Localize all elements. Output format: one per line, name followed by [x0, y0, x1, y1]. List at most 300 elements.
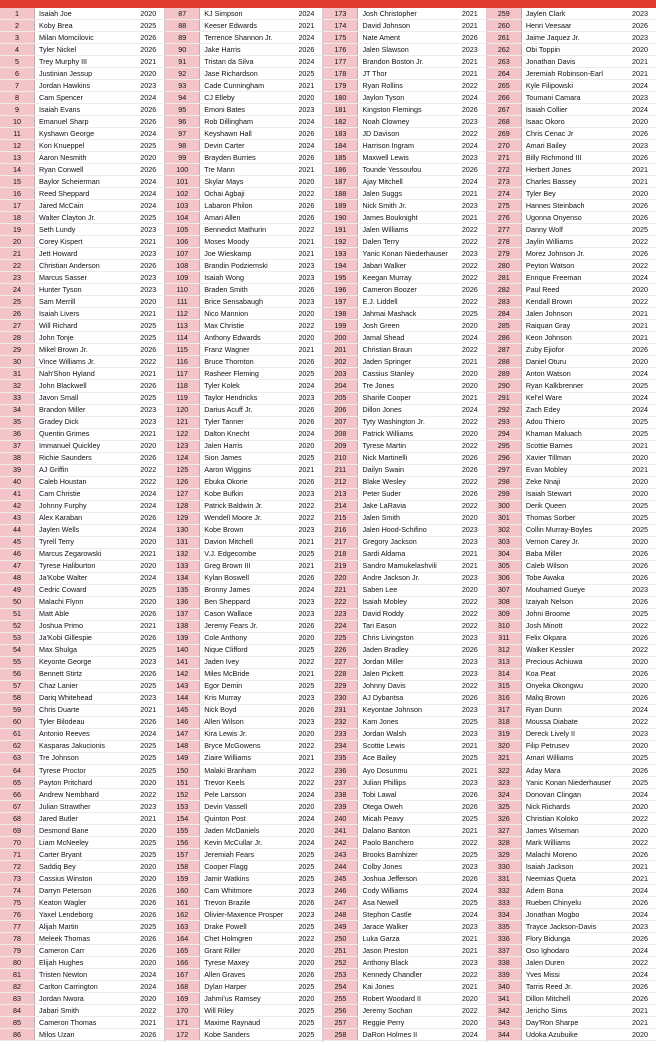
draft-year: 2026 [632, 212, 648, 222]
rank-number: 251 [323, 945, 358, 956]
rank-number: 16 [0, 188, 35, 199]
table-row [487, 873, 656, 885]
draft-year: 2021 [461, 825, 478, 835]
rank-number: 45 [0, 537, 35, 548]
draft-year: 2022 [461, 441, 478, 451]
table-row [165, 693, 322, 705]
rank-number: 336 [487, 933, 522, 944]
table-row [487, 705, 656, 717]
draft-year: 2020 [140, 861, 157, 871]
draft-year: 2023 [298, 693, 315, 703]
player-name: Ja'Kobe Walter [39, 573, 88, 583]
table-row [323, 68, 485, 80]
draft-year: 2023 [461, 573, 478, 583]
table-row [487, 465, 656, 477]
rank-number: 70 [0, 837, 35, 848]
rank-number: 27 [0, 320, 35, 331]
table-row [0, 897, 164, 909]
rank-number: 239 [323, 801, 358, 812]
table-row [487, 368, 656, 380]
table-row [165, 945, 322, 957]
rank-number: 129 [165, 513, 200, 524]
draft-year: 2020 [632, 741, 648, 751]
player-name: CJ Elleby [204, 92, 235, 102]
rank-number: 13 [0, 152, 35, 163]
rank-number: 242 [323, 837, 358, 848]
table-row [165, 981, 322, 993]
rank-number: 34 [0, 405, 35, 416]
table-row [323, 585, 485, 597]
player-name: Saben Lee [362, 585, 398, 595]
player-name: Jonathan Davis [525, 56, 576, 66]
rank-number: 95 [165, 104, 200, 115]
draft-year: 2024 [632, 909, 648, 919]
table-row [487, 933, 656, 945]
rank-number: 28 [0, 332, 35, 343]
table-row [323, 633, 485, 645]
player-name: Aaron Nesmith [39, 152, 87, 162]
table-row [0, 705, 164, 717]
rank-number: 219 [323, 561, 358, 572]
rank-number: 26 [0, 308, 35, 319]
rank-number: 304 [487, 549, 522, 560]
rank-number: 54 [0, 645, 35, 656]
rank-number: 203 [323, 368, 358, 379]
player-name: Toumani Camara [525, 92, 581, 102]
draft-year: 2025 [140, 837, 157, 847]
rank-number: 17 [0, 200, 35, 211]
draft-year: 2025 [140, 765, 157, 775]
player-name: Milos Uzan [39, 1029, 75, 1039]
player-name: Asa Newell [362, 897, 399, 907]
table-row [323, 921, 485, 933]
table-row [487, 957, 656, 969]
table-row [0, 68, 164, 80]
draft-year: 2024 [298, 116, 315, 126]
draft-year: 2024 [632, 272, 648, 282]
player-name: Dylan Harper [204, 981, 247, 991]
draft-year: 2023 [298, 272, 315, 282]
table-row [0, 32, 164, 44]
rank-number: 118 [165, 380, 200, 391]
rank-number: 125 [165, 465, 200, 476]
table-row [0, 585, 164, 597]
table-row [487, 453, 656, 465]
table-row [487, 104, 656, 116]
rank-number: 134 [165, 573, 200, 584]
draft-year: 2021 [461, 188, 478, 198]
player-name: Bruce Thornton [204, 356, 254, 366]
rank-number: 340 [487, 981, 522, 992]
rank-number: 275 [487, 200, 522, 211]
player-name: Johnny Davis [362, 681, 406, 691]
table-row [0, 573, 164, 585]
player-name: Cason Wallace [204, 609, 253, 619]
draft-year: 2020 [461, 368, 478, 378]
table-row [323, 405, 485, 417]
rank-number: 189 [323, 200, 358, 211]
table-row [323, 849, 485, 861]
rank-number: 8 [0, 92, 35, 103]
player-name: Davion Mitchell [204, 537, 253, 547]
table-row [165, 128, 322, 140]
player-name: Brayden Burries [204, 152, 256, 162]
draft-year: 2022 [298, 777, 315, 787]
draft-year: 2026 [461, 489, 478, 499]
draft-year: 2023 [140, 248, 157, 258]
draft-year: 2025 [140, 849, 157, 859]
rank-number: 178 [323, 68, 358, 79]
draft-year: 2022 [461, 621, 478, 631]
rank-number: 154 [165, 813, 200, 824]
player-name: Dailyn Swain [362, 465, 404, 475]
player-name: Hunter Tyson [39, 284, 82, 294]
table-row [0, 56, 164, 68]
table-row [323, 537, 485, 549]
table-row [0, 405, 164, 417]
rank-number: 281 [487, 272, 522, 283]
draft-year: 2021 [632, 164, 648, 174]
table-row [323, 200, 485, 212]
draft-year: 2024 [298, 381, 315, 390]
player-name: Trayce Jackson-Davis [525, 921, 597, 931]
player-name: Jalen Williams [362, 224, 409, 234]
rank-number: 166 [165, 957, 200, 968]
rank-number: 328 [487, 837, 522, 848]
rank-number: 329 [487, 849, 522, 860]
draft-year: 2026 [632, 128, 648, 138]
table-row [165, 380, 322, 392]
rank-number: 63 [0, 753, 35, 764]
rank-number: 201 [323, 344, 358, 355]
player-name: Nah'Shon Hyland [39, 368, 95, 378]
player-name: Cameron Boozer [362, 284, 417, 294]
player-name: Nick Richards [525, 801, 571, 811]
table-row [165, 44, 322, 56]
draft-year: 2022 [461, 597, 478, 607]
draft-year: 2026 [298, 621, 315, 631]
player-name: Rasheer Fleming [204, 368, 259, 378]
draft-year: 2024 [140, 729, 157, 739]
table-row [487, 837, 656, 849]
rank-number: 48 [0, 573, 35, 584]
rank-number: 42 [0, 501, 35, 512]
draft-year: 2026 [140, 897, 157, 907]
player-name: Caleb Houstan [39, 477, 87, 487]
rank-number: 293 [487, 417, 522, 428]
rank-number: 196 [323, 284, 358, 295]
rank-number: 247 [323, 897, 358, 908]
table-row [0, 164, 164, 176]
table-row [323, 116, 485, 128]
rank-number: 270 [487, 140, 522, 151]
draft-year: 2025 [632, 429, 648, 439]
player-name: Christian Anderson [39, 260, 100, 270]
draft-year: 2026 [140, 116, 157, 126]
player-name: Chris Livingston [362, 633, 414, 643]
rank-number: 327 [487, 825, 522, 836]
rank-number: 105 [165, 224, 200, 235]
rank-number: 6 [0, 68, 35, 79]
player-name: Cameron Carr [39, 945, 85, 955]
draft-year: 2024 [632, 969, 648, 979]
table-row [487, 789, 656, 801]
draft-year: 2022 [461, 128, 478, 138]
player-name: Wendell Moore Jr. [204, 513, 262, 523]
draft-year: 2023 [461, 537, 478, 547]
rank-number: 221 [323, 585, 358, 596]
rank-number: 303 [487, 537, 522, 548]
draft-year: 2025 [632, 417, 648, 427]
player-name: Keeser Edwards [204, 20, 257, 30]
draft-year: 2022 [632, 621, 648, 631]
player-name: Jahmai Mashack [362, 308, 417, 318]
rank-number: 256 [323, 1005, 358, 1016]
player-name: Jarace Walker [362, 921, 409, 931]
table-row [165, 453, 322, 465]
table-row [487, 477, 656, 489]
table-row [0, 765, 164, 777]
table-row [0, 729, 164, 741]
draft-year: 2020 [140, 441, 157, 451]
table-row [165, 164, 322, 176]
table-row [323, 320, 485, 332]
draft-year: 2020 [140, 8, 157, 18]
rank-number: 75 [0, 897, 35, 908]
draft-year: 2021 [140, 368, 157, 378]
player-name: Nique Clifford [204, 645, 248, 655]
rank-number: 90 [165, 44, 200, 55]
rank-number: 236 [323, 765, 358, 776]
table-row [165, 176, 322, 188]
table-row [165, 224, 322, 236]
draft-year: 2026 [298, 284, 315, 294]
rank-number: 100 [165, 164, 200, 175]
table-row [323, 885, 485, 897]
draft-year: 2020 [632, 657, 648, 667]
rank-number: 53 [0, 633, 35, 644]
draft-year: 2020 [140, 873, 157, 883]
table-row [0, 561, 164, 573]
table-row [323, 356, 485, 368]
rank-number: 104 [165, 212, 200, 223]
player-name: Trevon Brazile [204, 897, 251, 907]
rank-number: 163 [165, 921, 200, 932]
player-name: Bennedict Mathurin [204, 224, 267, 234]
rank-number: 124 [165, 453, 200, 464]
rank-number: 186 [323, 164, 358, 175]
player-name: Max Christie [204, 320, 245, 330]
draft-year: 2024 [140, 176, 157, 186]
draft-year: 2020 [298, 801, 315, 811]
draft-year: 2021 [461, 393, 478, 403]
player-name: Tristan da Silva [204, 56, 254, 66]
table-row [323, 128, 485, 140]
rank-number: 157 [165, 849, 200, 860]
table-row [487, 284, 656, 296]
draft-year: 2026 [461, 801, 478, 811]
draft-year: 2025 [298, 921, 315, 931]
table-row [0, 441, 164, 453]
player-name: E.J. Liddell [362, 296, 398, 306]
player-name: Jared Butler [39, 813, 78, 823]
rank-number: 320 [487, 741, 522, 752]
player-name: Meleek Thomas [39, 933, 91, 943]
rank-number: 254 [323, 981, 358, 992]
draft-year: 2023 [632, 92, 648, 102]
rank-number: 11 [0, 128, 35, 139]
rank-number: 51 [0, 609, 35, 620]
rank-number: 301 [487, 513, 522, 524]
rank-number: 107 [165, 248, 200, 259]
draft-year: 2023 [140, 284, 157, 294]
table-row [165, 429, 322, 441]
player-name: Cam Spencer [39, 92, 83, 102]
player-name: V.J. Edgecombe [204, 549, 257, 559]
player-name: Adem Bona [525, 885, 564, 895]
rank-number: 46 [0, 549, 35, 560]
player-name: Filip Petrusev [525, 741, 570, 751]
draft-year: 2020 [140, 777, 157, 787]
table-row [0, 741, 164, 753]
table-row [323, 453, 485, 465]
rank-number: 93 [165, 80, 200, 91]
draft-year: 2025 [461, 308, 478, 318]
draft-year: 2026 [632, 152, 648, 162]
draft-year: 2021 [632, 308, 648, 318]
player-name: Nate Ament [362, 32, 400, 42]
table-row [165, 729, 322, 741]
table-row [487, 152, 656, 164]
player-name: Enrique Freeman [525, 272, 582, 282]
player-name: Brandin Podziemski [204, 260, 268, 270]
draft-year: 2026 [140, 513, 157, 523]
draft-year: 2022 [461, 501, 478, 511]
player-name: Ryan Dunn [525, 705, 562, 715]
rank-number: 243 [323, 849, 358, 860]
player-name: Quinton Post [204, 813, 246, 823]
rank-number: 231 [323, 705, 358, 716]
rank-number: 128 [165, 501, 200, 512]
rank-number: 237 [323, 777, 358, 788]
player-name: Ayo Dosunmu [362, 765, 408, 775]
draft-year: 2023 [461, 525, 478, 535]
rank-number: 258 [323, 1029, 358, 1040]
player-name: Isaiah Stewart [525, 489, 572, 499]
rank-number: 262 [487, 44, 522, 55]
player-name: Stephon Castle [362, 909, 412, 919]
table-row [165, 525, 322, 537]
draft-year: 2022 [461, 681, 478, 691]
rank-number: 307 [487, 585, 522, 596]
player-name: Cole Anthony [204, 633, 247, 643]
table-row [487, 801, 656, 813]
table-row [323, 813, 485, 825]
player-name: Ryan Kalkbrenner [525, 381, 584, 390]
draft-year: 2026 [298, 477, 315, 487]
table-row [323, 969, 485, 981]
table-row [323, 645, 485, 657]
player-name: Isaiah Livers [39, 308, 80, 318]
table-row [487, 609, 656, 621]
draft-year: 2021 [298, 164, 315, 174]
rank-number: 179 [323, 80, 358, 91]
draft-year: 2022 [461, 477, 478, 487]
table-row [487, 260, 656, 272]
draft-year: 2021 [461, 356, 478, 366]
draft-year: 2023 [461, 248, 478, 258]
player-name: Andre Jackson Jr. [362, 573, 420, 583]
draft-year: 2024 [632, 945, 648, 955]
rank-number: 62 [0, 741, 35, 752]
rank-number: 192 [323, 236, 358, 247]
player-name: Malachi Moreno [525, 849, 577, 859]
rank-number: 299 [487, 489, 522, 500]
table-row [323, 801, 485, 813]
rank-number: 152 [165, 789, 200, 800]
player-name: Mikel Brown Jr. [39, 344, 88, 354]
player-name: Tarris Reed Jr. [525, 981, 573, 991]
table-row [165, 885, 322, 897]
draft-year: 2026 [140, 260, 157, 270]
table-row [0, 981, 164, 993]
table-row [0, 224, 164, 236]
draft-year: 2026 [140, 633, 157, 643]
rank-number: 126 [165, 477, 200, 488]
player-name: Tounde Yessoufou [362, 164, 422, 174]
player-name: Elijah Hughes [39, 957, 84, 967]
table-row [323, 296, 485, 308]
table-row [487, 717, 656, 729]
table-row [323, 525, 485, 537]
player-name: Peter Suder [362, 489, 401, 499]
player-name: Keyonte George [39, 657, 92, 667]
rank-number: 332 [487, 885, 522, 896]
draft-year: 2024 [298, 585, 315, 595]
rank-number: 159 [165, 873, 200, 884]
draft-year: 2022 [632, 645, 648, 655]
draft-year: 2024 [461, 885, 478, 895]
draft-year: 2025 [461, 813, 478, 823]
draft-year: 2024 [632, 705, 648, 715]
draft-year: 2024 [461, 909, 478, 919]
table-row [487, 417, 656, 429]
player-name: Isaiah Collier [525, 104, 568, 114]
table-row [0, 825, 164, 837]
draft-year: 2024 [140, 525, 157, 535]
rank-number: 241 [323, 825, 358, 836]
table-row [165, 861, 322, 873]
player-name: Yves Missi [525, 969, 560, 979]
draft-year: 2026 [632, 633, 648, 643]
table-row [323, 441, 485, 453]
player-name: Kobe Brown [204, 525, 244, 535]
rank-number: 176 [323, 44, 358, 55]
player-name: Javon Small [39, 393, 79, 403]
player-name: Reggie Perry [362, 1017, 405, 1027]
player-name: Jared McCain [39, 200, 84, 210]
table-row [323, 224, 485, 236]
rank-number: 116 [165, 356, 200, 367]
table-row [165, 1029, 322, 1041]
table-row [0, 717, 164, 729]
draft-year: 2026 [298, 152, 315, 162]
draft-year: 2026 [140, 609, 157, 619]
player-name: Kobe Sanders [204, 1029, 250, 1039]
rank-number: 18 [0, 212, 35, 223]
rank-number: 145 [165, 705, 200, 716]
player-name: Keon Johnson [525, 332, 572, 342]
